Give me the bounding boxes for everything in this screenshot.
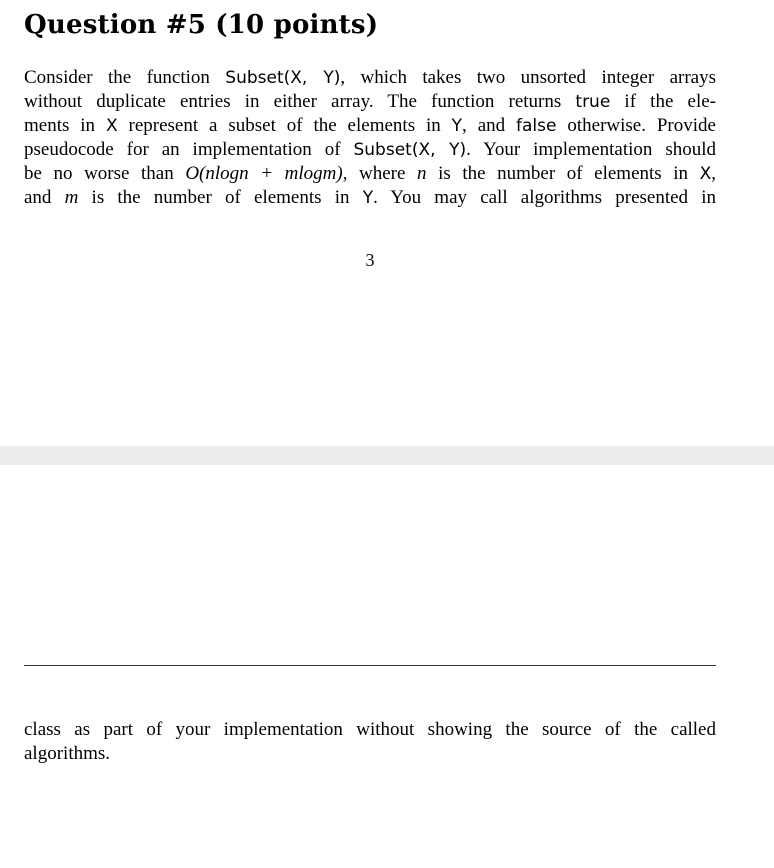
paragraph-line: algorithms. (24, 743, 111, 764)
paragraph-line: and m is the number of elements in Y. You may call algorithms presented in (24, 187, 717, 208)
paragraph-line: pseudocode for an implementation of Subset(X, Y). Your implementation should (24, 139, 716, 160)
page-number: 3 (365, 250, 375, 270)
paragraph-line: without duplicate entries in either array. The function returns true if the ele- (24, 91, 716, 112)
question-title: Question #5 (10 points) (24, 10, 379, 40)
complexity-formula: O(nlogn + mlogm) (185, 163, 343, 184)
paragraph-line: class as part of your implementation without showing the source of the called (24, 719, 716, 740)
horizontal-rule (24, 665, 716, 666)
paragraph-line: Consider the function Subset(X, Y), which takes two unsorted integer arrays (24, 67, 716, 88)
page-break-gap (0, 446, 774, 465)
paragraph-line: be no worse than O(nlogn + mlogm), where n is the number of elements in X, (24, 163, 717, 184)
paragraph-line: ments in X represent a subset of the elements in Y, and false otherwise. Provide (24, 115, 716, 136)
continuation-paragraph (24, 718, 716, 766)
question-paragraph (24, 66, 716, 210)
page-bottom (0, 465, 774, 868)
